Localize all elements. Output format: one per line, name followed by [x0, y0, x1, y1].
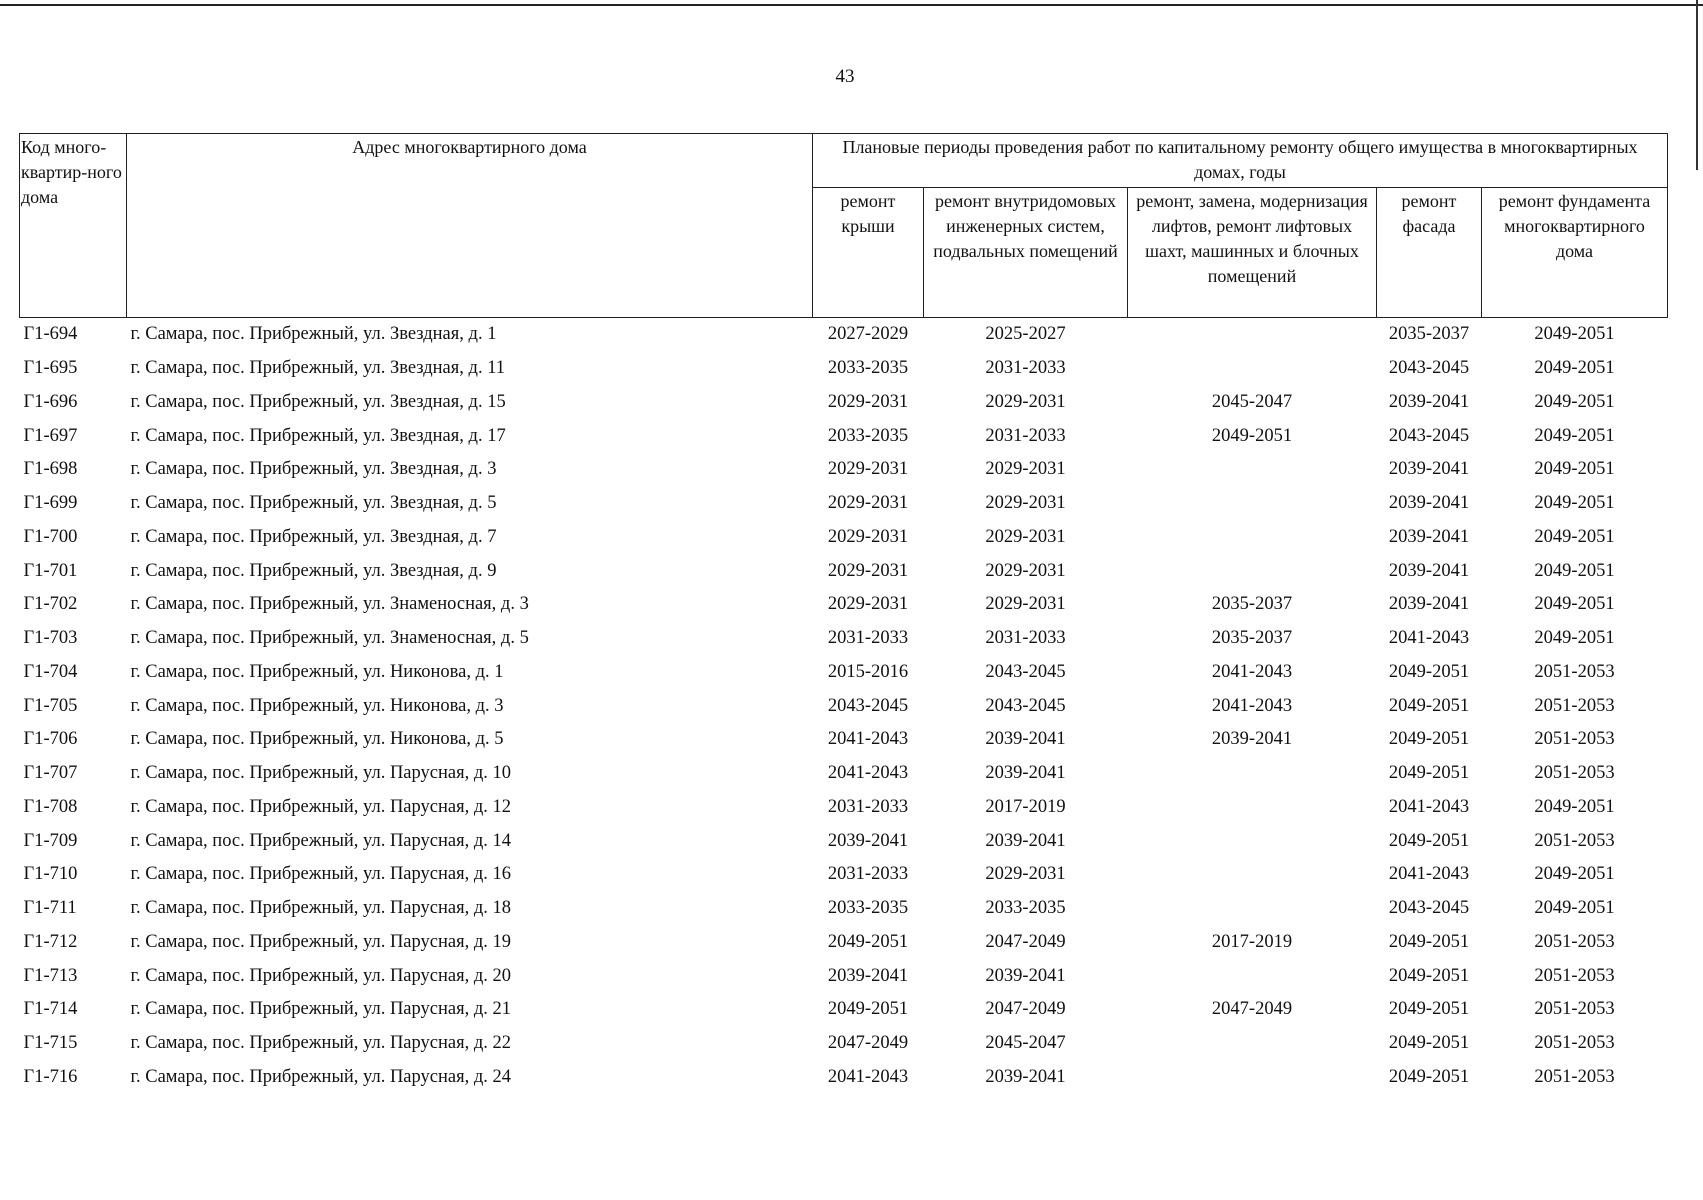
cell-facade: 2039-2041: [1388, 526, 1470, 547]
cell-engineering: 2039-2041: [985, 729, 1066, 750]
cell-facade: 2049-2051: [1388, 695, 1470, 716]
cell-facade: 2043-2045: [1388, 358, 1470, 379]
cell-address: г. Самара, пос. Прибрежный, ул. Никонова, д. 3: [130, 695, 504, 716]
cell-roof: 2041-2043: [827, 1066, 909, 1087]
cell-facade: 2035-2037: [1388, 324, 1470, 345]
cell-roof: 2029-2031: [827, 493, 909, 514]
cell-foundation: 2049-2051: [1534, 391, 1615, 412]
cell-facade: 2041-2043: [1388, 796, 1470, 817]
cell-roof: 2031-2033: [827, 628, 909, 649]
table-row: [20, 757, 1668, 791]
cell-lifts: 2035-2037: [1211, 594, 1293, 615]
cell-foundation: 2051-2053: [1534, 999, 1615, 1020]
table-row: [20, 521, 1668, 555]
cell-roof: 2043-2045: [827, 695, 909, 716]
cell-lifts: [1128, 453, 1377, 487]
cell-facade: 2049-2051: [1388, 999, 1470, 1020]
header-foundation: ремонт фундамента многоквартирного дома: [1482, 188, 1668, 318]
cell-lifts: 2035-2037: [1211, 628, 1293, 649]
capital-repair-schedule-table: [19, 133, 1668, 1094]
cell-code: Г1-711: [23, 898, 77, 919]
cell-roof: 2029-2031: [827, 560, 909, 581]
cell-lifts: 2047-2049: [1211, 999, 1293, 1020]
cell-address: г. Самара, пос. Прибрежный, ул. Звездная, д. 17: [130, 425, 506, 446]
table-row: [20, 487, 1668, 521]
cell-address: г. Самара, пос. Прибрежный, ул. Парусная, д. 24: [130, 1066, 512, 1087]
cell-code: Г1-701: [23, 560, 78, 581]
cell-engineering: 2043-2045: [985, 695, 1066, 716]
page-right-rule: [1696, 0, 1698, 170]
header-facade: ремонт фасада: [1377, 188, 1482, 318]
cell-address: г. Самара, пос. Прибрежный, ул. Парусная, д. 21: [130, 999, 512, 1020]
table-row: [20, 554, 1668, 588]
table-row: [20, 858, 1668, 892]
cell-foundation: 2051-2053: [1534, 830, 1615, 851]
cell-roof: 2029-2031: [827, 391, 909, 412]
cell-facade: 2049-2051: [1388, 931, 1470, 952]
cell-engineering: 2017-2019: [985, 796, 1066, 817]
cell-roof: 2031-2033: [827, 796, 909, 817]
cell-roof: 2049-2051: [827, 931, 909, 952]
cell-address: г. Самара, пос. Прибрежный, ул. Звездная, д. 15: [130, 391, 506, 412]
cell-address: г. Самара, пос. Прибрежный, ул. Парусная, д. 12: [130, 796, 512, 817]
cell-foundation: 2049-2051: [1534, 560, 1615, 581]
cell-foundation: 2051-2053: [1534, 763, 1615, 784]
cell-code: Г1-702: [23, 594, 78, 615]
cell-foundation: 2049-2051: [1534, 594, 1615, 615]
cell-lifts: [1128, 858, 1377, 892]
cell-address: г. Самара, пос. Прибрежный, ул. Парусная, д. 10: [130, 763, 512, 784]
cell-lifts: [1128, 521, 1377, 555]
cell-roof: 2029-2031: [827, 459, 909, 480]
cell-code: Г1-695: [23, 358, 78, 379]
header-roof: ремонт крыши: [813, 188, 924, 318]
cell-address: г. Самара, пос. Прибрежный, ул. Никонова, д. 1: [130, 661, 504, 682]
cell-lifts: [1128, 318, 1377, 352]
cell-lifts: 2039-2041: [1211, 729, 1293, 750]
cell-lifts: [1128, 959, 1377, 993]
cell-roof: 2047-2049: [827, 1033, 909, 1054]
cell-engineering: 2047-2049: [985, 999, 1066, 1020]
cell-address: г. Самара, пос. Прибрежный, ул. Парусная, д. 14: [130, 830, 512, 851]
cell-lifts: 2045-2047: [1211, 391, 1293, 412]
cell-roof: 2039-2041: [827, 830, 909, 851]
cell-address: г. Самара, пос. Прибрежный, ул. Парусная, д. 22: [130, 1033, 512, 1054]
cell-address: г. Самара, пос. Прибрежный, ул. Парусная, д. 20: [130, 965, 512, 986]
cell-lifts: [1128, 554, 1377, 588]
cell-lifts: [1128, 1061, 1377, 1095]
cell-lifts: [1128, 791, 1377, 825]
cell-facade: 2039-2041: [1388, 560, 1470, 581]
cell-facade: 2039-2041: [1388, 493, 1470, 514]
table-row: [20, 453, 1668, 487]
cell-roof: 2041-2043: [827, 729, 909, 750]
table-row: [20, 1061, 1668, 1095]
header-code: Код много-квартир-ного дома: [20, 134, 127, 318]
table-body: [20, 318, 1668, 1095]
cell-foundation: 2049-2051: [1534, 459, 1615, 480]
cell-facade: 2049-2051: [1388, 1066, 1470, 1087]
cell-roof: 2039-2041: [827, 965, 909, 986]
cell-code: Г1-716: [23, 1066, 78, 1087]
cell-lifts: 2041-2043: [1211, 695, 1293, 716]
cell-engineering: 2033-2035: [985, 898, 1066, 919]
cell-address: г. Самара, пос. Прибрежный, ул. Звездная, д. 1: [130, 324, 497, 345]
cell-address: г. Самара, пос. Прибрежный, ул. Парусная, д. 18: [130, 898, 512, 919]
cell-code: Г1-698: [23, 459, 78, 480]
cell-code: Г1-712: [23, 931, 78, 952]
table-row: [20, 352, 1668, 386]
cell-code: Г1-710: [23, 864, 78, 885]
cell-engineering: 2039-2041: [985, 830, 1066, 851]
cell-engineering: 2029-2031: [985, 459, 1066, 480]
table-row: [20, 791, 1668, 825]
cell-lifts: [1128, 487, 1377, 521]
cell-code: Г1-714: [23, 999, 78, 1020]
cell-code: Г1-703: [23, 628, 78, 649]
cell-facade: 2049-2051: [1388, 1033, 1470, 1054]
cell-code: Г1-694: [23, 324, 78, 345]
cell-lifts: [1128, 824, 1377, 858]
cell-address: г. Самара, пос. Прибрежный, ул. Парусная, д. 19: [130, 931, 512, 952]
cell-foundation: 2049-2051: [1534, 358, 1615, 379]
cell-foundation: 2051-2053: [1534, 931, 1615, 952]
cell-roof: 2033-2035: [827, 358, 909, 379]
table-row: [20, 419, 1668, 453]
table-header: [20, 134, 1668, 318]
cell-roof: 2033-2035: [827, 425, 909, 446]
cell-facade: 2041-2043: [1388, 628, 1470, 649]
cell-facade: 2043-2045: [1388, 898, 1470, 919]
cell-lifts: [1128, 352, 1377, 386]
cell-facade: 2039-2041: [1388, 391, 1470, 412]
cell-engineering: 2031-2033: [985, 358, 1066, 379]
cell-foundation: 2049-2051: [1534, 324, 1615, 345]
cell-code: Г1-705: [23, 695, 78, 716]
header-engineering: ремонт внутридомовых инженерных систем, подвальных помещений: [924, 188, 1128, 318]
cell-facade: 2049-2051: [1388, 763, 1470, 784]
cell-engineering: 2031-2033: [985, 628, 1066, 649]
cell-lifts: [1128, 1027, 1377, 1061]
page-top-rule: [0, 4, 1703, 6]
cell-engineering: 2039-2041: [985, 965, 1066, 986]
cell-code: Г1-704: [23, 661, 78, 682]
cell-foundation: 2051-2053: [1534, 695, 1615, 716]
cell-address: г. Самара, пос. Прибрежный, ул. Знаменосная, д. 5: [130, 628, 529, 649]
cell-facade: 2049-2051: [1388, 661, 1470, 682]
cell-roof: 2049-2051: [827, 999, 909, 1020]
cell-lifts: [1128, 892, 1377, 926]
cell-code: Г1-713: [23, 965, 78, 986]
cell-foundation: 2049-2051: [1534, 796, 1615, 817]
cell-address: г. Самара, пос. Прибрежный, ул. Знаменосная, д. 3: [130, 594, 529, 615]
cell-foundation: 2049-2051: [1534, 628, 1615, 649]
cell-facade: 2049-2051: [1388, 830, 1470, 851]
cell-engineering: 2029-2031: [985, 526, 1066, 547]
page-number: 43: [835, 66, 855, 87]
cell-address: г. Самара, пос. Прибрежный, ул. Звездная, д. 5: [130, 493, 497, 514]
table-row: [20, 1027, 1668, 1061]
cell-code: Г1-708: [23, 796, 78, 817]
cell-engineering: 2039-2041: [985, 1066, 1066, 1087]
cell-foundation: 2051-2053: [1534, 729, 1615, 750]
cell-foundation: 2049-2051: [1534, 526, 1615, 547]
cell-roof: 2031-2033: [827, 864, 909, 885]
cell-facade: 2043-2045: [1388, 425, 1470, 446]
cell-code: Г1-700: [23, 526, 78, 547]
header-address: Адрес многоквартирного дома: [127, 134, 813, 318]
cell-roof: 2015-2016: [827, 661, 909, 682]
cell-address: г. Самара, пос. Прибрежный, ул. Звездная, д. 11: [130, 358, 506, 379]
cell-code: Г1-697: [23, 425, 78, 446]
cell-engineering: 2039-2041: [985, 763, 1066, 784]
cell-engineering: 2029-2031: [985, 594, 1066, 615]
table-row: [20, 318, 1668, 352]
table-row: [20, 588, 1668, 622]
table-row: [20, 824, 1668, 858]
header-lifts: ремонт, замена, модернизация лифтов, ремонт лифтовых шахт, машинных и блочных помещений: [1128, 188, 1377, 318]
cell-foundation: 2051-2053: [1534, 661, 1615, 682]
cell-engineering: 2029-2031: [985, 493, 1066, 514]
cell-engineering: 2029-2031: [985, 864, 1066, 885]
cell-engineering: 2047-2049: [985, 931, 1066, 952]
cell-engineering: 2043-2045: [985, 661, 1066, 682]
cell-roof: 2027-2029: [827, 324, 909, 345]
cell-roof: 2029-2031: [827, 526, 909, 547]
table-row: [20, 993, 1668, 1027]
cell-lifts: 2017-2019: [1211, 931, 1293, 952]
cell-foundation: 2051-2053: [1534, 1033, 1615, 1054]
cell-address: г. Самара, пос. Прибрежный, ул. Никонова, д. 5: [130, 729, 504, 750]
table-row: [20, 926, 1668, 960]
cell-code: Г1-707: [23, 763, 78, 784]
cell-foundation: 2049-2051: [1534, 898, 1615, 919]
cell-engineering: 2025-2027: [985, 324, 1066, 345]
cell-facade: 2049-2051: [1388, 965, 1470, 986]
header-periods-group: Плановые периоды проведения работ по капитальному ремонту общего имущества в многоквартирных домах, годы: [813, 134, 1668, 188]
cell-address: г. Самара, пос. Прибрежный, ул. Звездная, д. 7: [130, 526, 497, 547]
cell-address: г. Самара, пос. Прибрежный, ул. Парусная, д. 16: [130, 864, 512, 885]
cell-code: Г1-706: [23, 729, 78, 750]
table-row: [20, 622, 1668, 656]
cell-address: г. Самара, пос. Прибрежный, ул. Звездная, д. 3: [130, 459, 497, 480]
cell-roof: 2041-2043: [827, 763, 909, 784]
cell-facade: 2041-2043: [1388, 864, 1470, 885]
cell-roof: 2033-2035: [827, 898, 909, 919]
cell-roof: 2029-2031: [827, 594, 909, 615]
cell-code: Г1-715: [23, 1033, 78, 1054]
table-row: [20, 892, 1668, 926]
cell-foundation: 2051-2053: [1534, 965, 1615, 986]
cell-address: г. Самара, пос. Прибрежный, ул. Звездная, д. 9: [130, 560, 497, 581]
cell-facade: 2039-2041: [1388, 459, 1470, 480]
cell-engineering: 2045-2047: [985, 1033, 1066, 1054]
cell-foundation: 2049-2051: [1534, 864, 1615, 885]
cell-lifts: 2041-2043: [1211, 661, 1293, 682]
table-row: [20, 689, 1668, 723]
cell-engineering: 2029-2031: [985, 391, 1066, 412]
table-row: [20, 656, 1668, 690]
cell-engineering: 2031-2033: [985, 425, 1066, 446]
cell-code: Г1-699: [23, 493, 78, 514]
cell-engineering: 2029-2031: [985, 560, 1066, 581]
cell-foundation: 2049-2051: [1534, 493, 1615, 514]
cell-code: Г1-709: [23, 830, 78, 851]
cell-code: Г1-696: [23, 391, 78, 412]
cell-foundation: 2051-2053: [1534, 1066, 1615, 1087]
table-row: [20, 386, 1668, 420]
cell-lifts: 2049-2051: [1211, 425, 1293, 446]
cell-foundation: 2049-2051: [1534, 425, 1615, 446]
cell-facade: 2039-2041: [1388, 594, 1470, 615]
cell-facade: 2049-2051: [1388, 729, 1470, 750]
cell-lifts: [1128, 757, 1377, 791]
table-row: [20, 723, 1668, 757]
table-row: [20, 959, 1668, 993]
